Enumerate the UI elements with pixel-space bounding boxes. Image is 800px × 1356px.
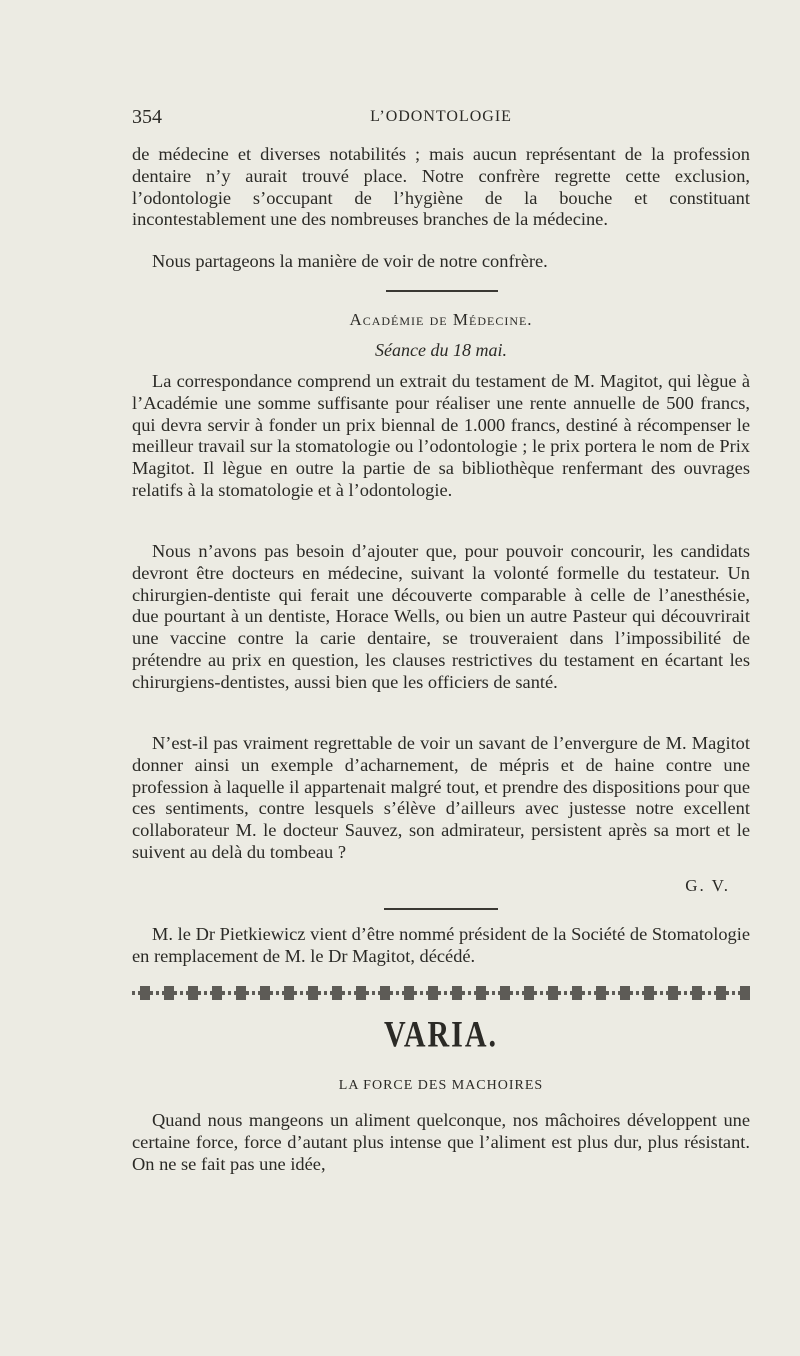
section-title-academie: Académie de Médecine. — [349, 310, 533, 329]
page-header — [132, 106, 750, 136]
section-divider — [386, 290, 498, 292]
subsection-title: LA FORCE DES MACHOIRES — [338, 1078, 544, 1093]
paragraph-continuation: de médecine et diverses notabilités ; mais aucun représentant de la profession dentaire n’y aurait trouvé place. Notre confrère regrette cette exclusion, l’odontologie s’occupant de l’hygiène de la bouche et constituant incontestablement une des nombreuses branches de la médecine. — [132, 144, 750, 230]
paragraph-varia: Quand nous mangeons un aliment quelconque, nos mâchoires développent une certaine force, force d’autant plus intense que l’aliment est plus dur, plus résistant. On ne se fait pas une idée, — [132, 1110, 750, 1174]
paragraph-regret: N’est-il pas vraiment regrettable de voir un savant de l’envergure de M. Magitot donner ainsi un exemple d’acharnement, de mépris et de haine contre une profession à laquelle il appartenait malgré tout, et prendre des dispositions pour que ces sentiments, contre lesquels s’élève d’ailleurs avec justesse notre excellent collaborateur M. le docteur Sauvez, son admirateur, persistent après sa mort et le suivent au delà du tombeau ? — [132, 733, 750, 862]
decorative-ornament-band — [132, 986, 750, 1000]
paragraph-agreement: Nous partageons la manière de voir de notre confrère. — [152, 251, 548, 271]
paragraph-notice: M. le Dr Pietkiewicz vient d’être nommé président de la Société de Stomatologie en remplacement de M. le Dr Magitot, décédé. — [132, 924, 750, 966]
paragraph-candidates: Nous n’avons pas besoin d’ajouter que, pour pouvoir concourir, les candidats devront être docteurs en médecine, suivant la volonté formelle du testateur. Un chirurgien-dentiste qui ferait une découverte comparable à celle de l’anesthésie, due pourtant à un dentiste, Horace Wells, ou bien un autre Pasteur qui découvrirait une vaccine contre la carie dentaire, se trouveraient dans l’impossibilité de prétendre au prix en question, les clauses restrictives du testament en écartant les chirurgiens-dentistes, aussi bien que les officiers de santé. — [132, 541, 750, 692]
running-title: L’ODONTOLOGIE — [370, 108, 512, 125]
page-number: 354 — [132, 106, 162, 128]
signature: G. V. — [685, 876, 730, 895]
section-divider — [384, 908, 498, 910]
seance-date: Séance du 18 mai. — [375, 340, 507, 360]
varia-title: VARIA. — [384, 1014, 498, 1056]
paragraph-testament: La correspondance comprend un extrait du testament de M. Magitot, qui lègue à l’Académie une somme suffisante pour réaliser une rente annuelle de 500 francs, qui devra servir à fonder un prix biennal de 1.000 francs, destiné à récompenser le meilleur travail sur la stomatologie ou l’odontologie ; le prix portera le nom de Prix Magitot. Il lègue en outre la partie de sa bibliothèque renfermant des ouvrages relatifs à la stomatologie et à l’odontologie. — [132, 371, 750, 500]
